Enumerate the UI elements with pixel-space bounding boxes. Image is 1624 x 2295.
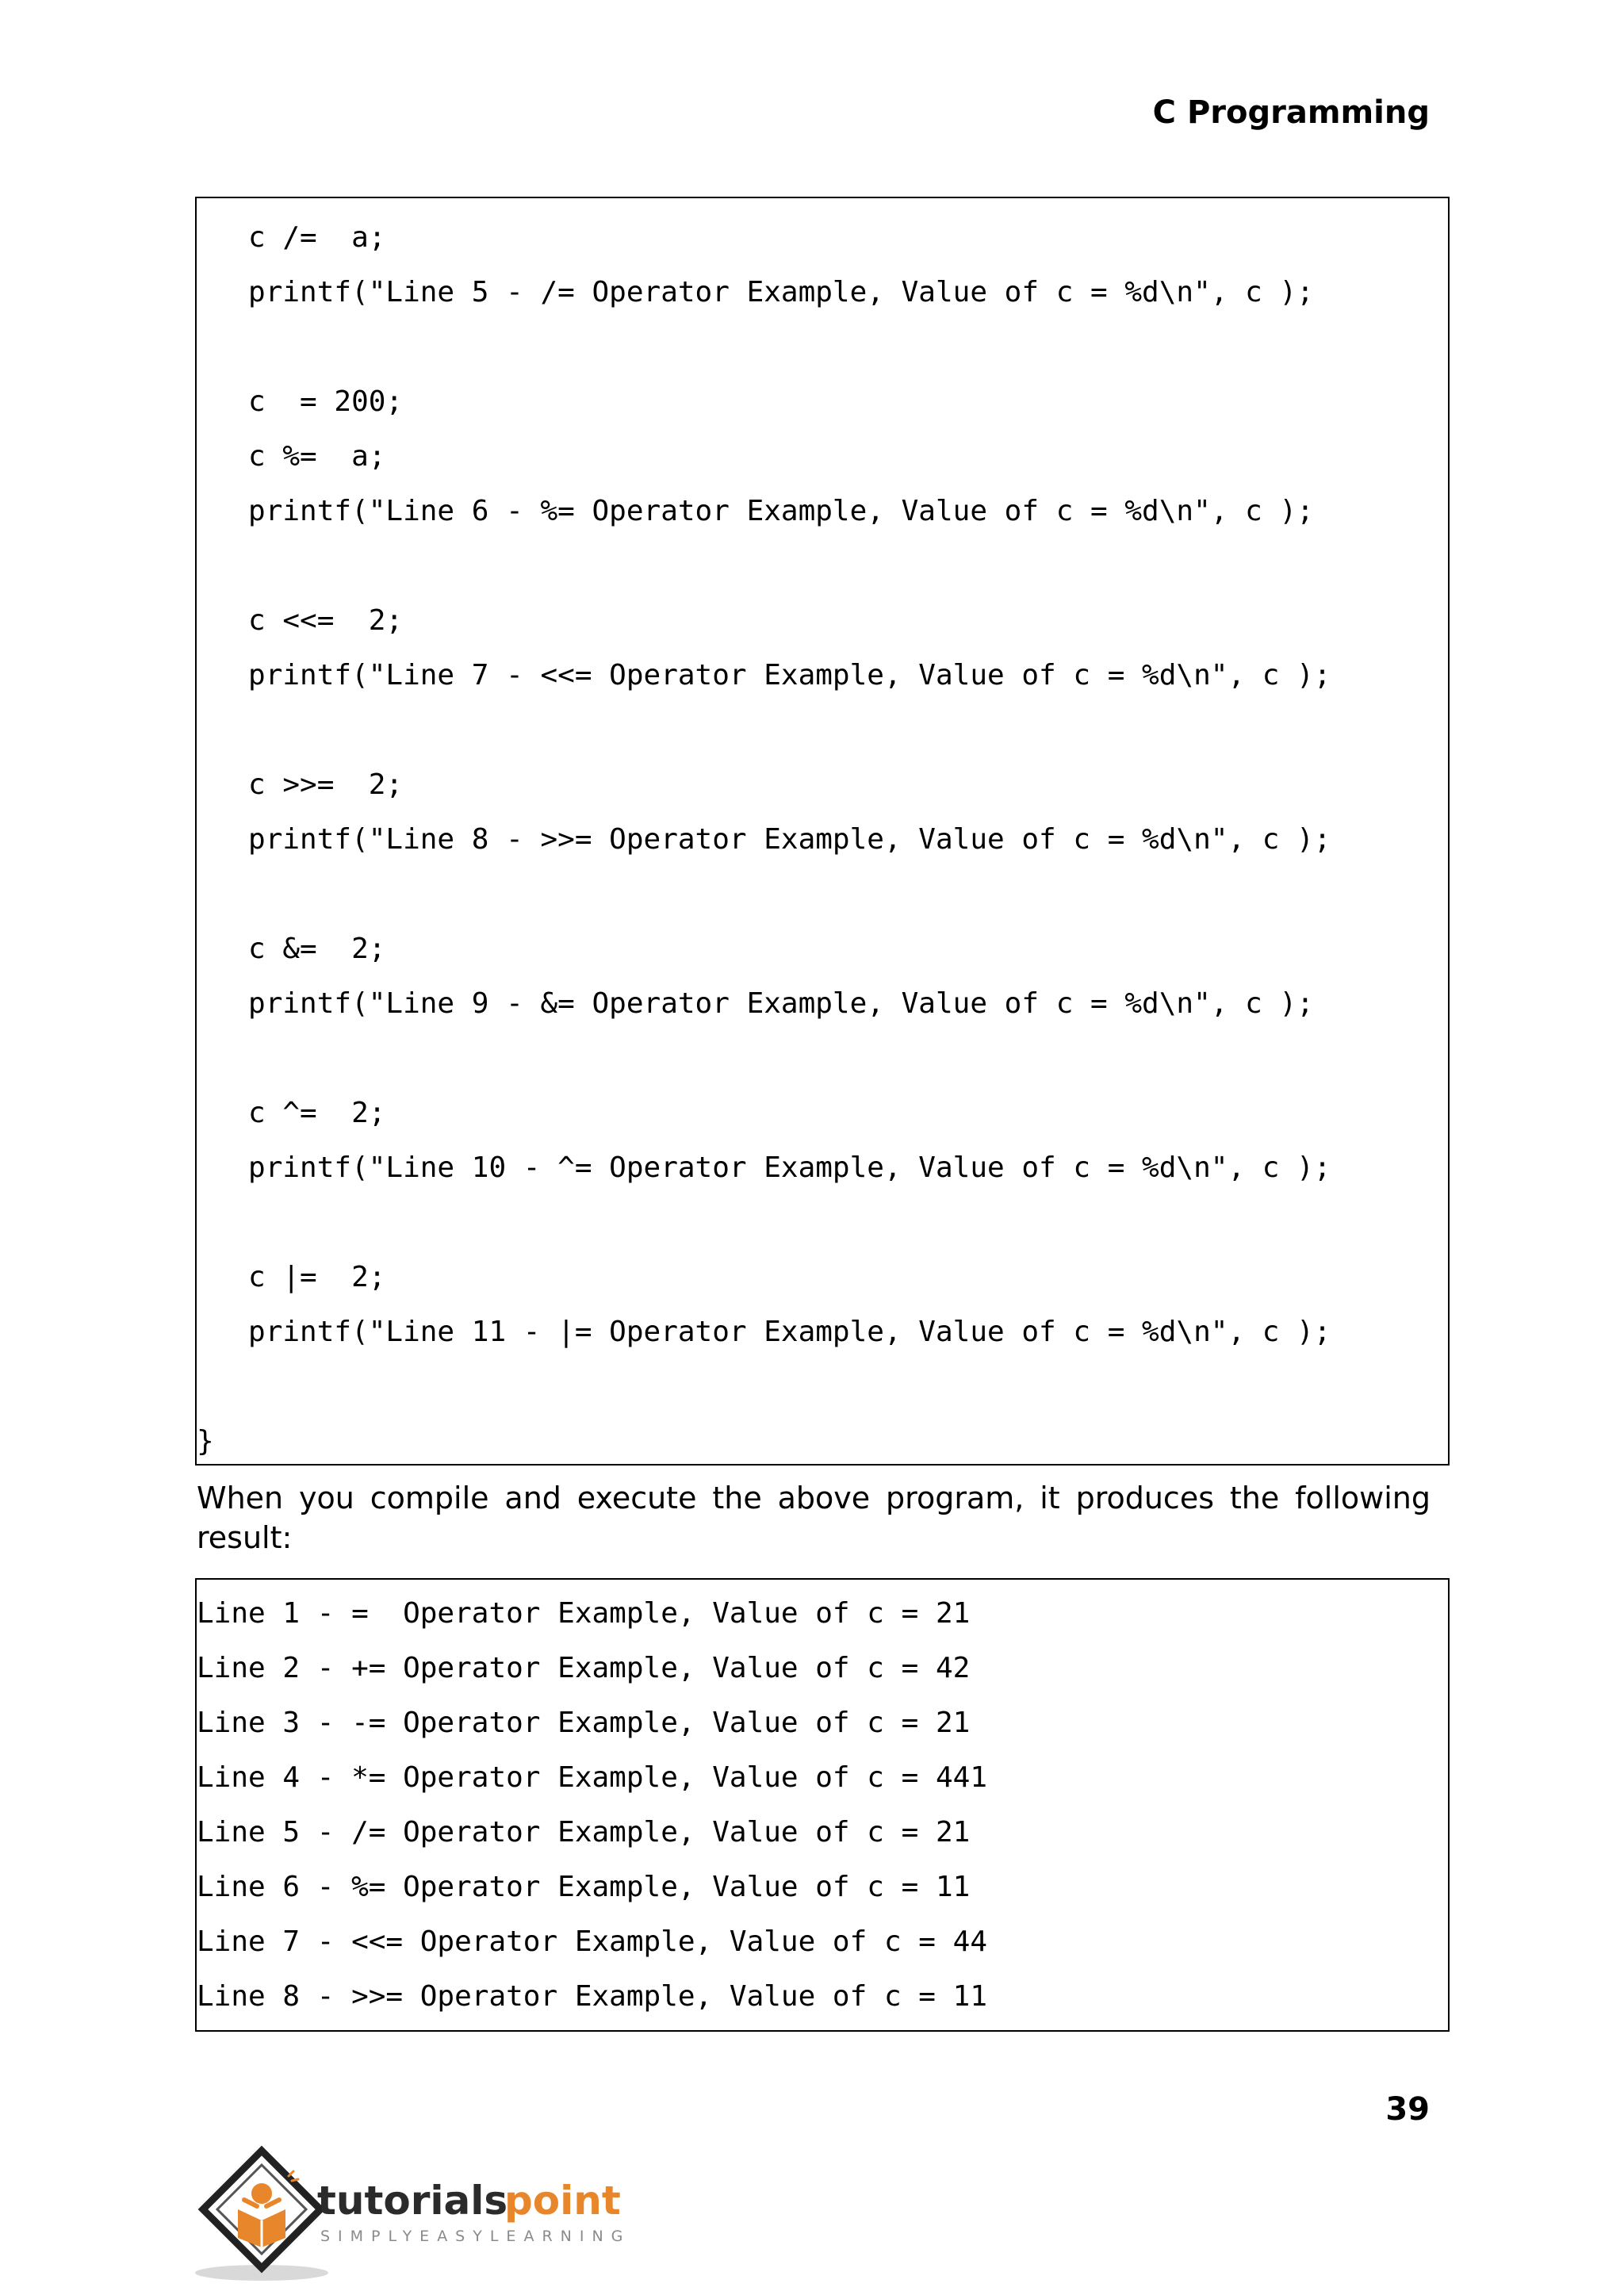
code-line: c = 200; [197,385,404,418]
code-line: c /= a; [197,221,386,254]
page-number: 39 [1385,2091,1430,2128]
code-line: c >>= 2; [197,768,404,801]
code-line: c |= 2; [197,1261,386,1293]
code-line: printf("Line 5 - /= Operator Example, Value of c = %d\n", c ); [197,276,1314,308]
code-line: c %= a; [197,440,386,473]
code-line: printf("Line 9 - &= Operator Example, Value of c = %d\n", c ); [197,987,1314,1020]
output-line: Line 4 - *= Operator Example, Value of c = 441 [197,1761,987,1794]
logo-word-point: point [504,2178,621,2224]
output-line: Line 3 - -= Operator Example, Value of c = 21 [197,1707,971,1739]
program-output-box [195,1578,1450,2032]
output-line: Line 7 - <<= Operator Example, Value of c = 44 [197,1925,987,1958]
code-line: c &= 2; [197,933,386,965]
output-line: Line 6 - %= Operator Example, Value of c = 11 [197,1871,971,1903]
code-line: printf("Line 6 - %= Operator Example, Value of c = %d\n", c ); [197,495,1314,527]
code-line: c <<= 2; [197,604,404,637]
output-line: Line 2 - += Operator Example, Value of c = 42 [197,1652,971,1684]
code-line: printf("Line 7 - <<= Operator Example, Value of c = %d\n", c ); [197,659,1331,692]
tutorialspoint-diamond-logo-icon [203,2151,320,2268]
result-intro-paragraph: When you compile and execute the above program, it produces the following result: [197,1481,1431,1555]
output-line: Line 1 - = Operator Example, Value of c = 21 [197,1597,971,1630]
code-line: printf("Line 10 - ^= Operator Example, Value of c = %d\n", c ); [197,1151,1331,1184]
code-line: printf("Line 8 - >>= Operator Example, Value of c = %d\n", c ); [197,823,1331,856]
running-header-title: C Programming [1152,94,1430,131]
code-line: printf("Line 11 - |= Operator Example, Value of c = %d\n", c ); [197,1316,1331,1348]
output-line: Line 8 - >>= Operator Example, Value of c = 11 [197,1980,987,2013]
logo-tagline: SIMPLYEASYLEARNING [320,2228,631,2245]
code-listing-box [195,197,1450,1466]
tutorialspoint-logo [193,2144,638,2284]
logo-word-tutorials: tutorials [317,2178,508,2224]
code-line: c ^= 2; [197,1097,386,1129]
code-line-closing-brace: } [197,1425,214,1458]
output-line: Line 5 - /= Operator Example, Value of c = 21 [197,1816,971,1849]
